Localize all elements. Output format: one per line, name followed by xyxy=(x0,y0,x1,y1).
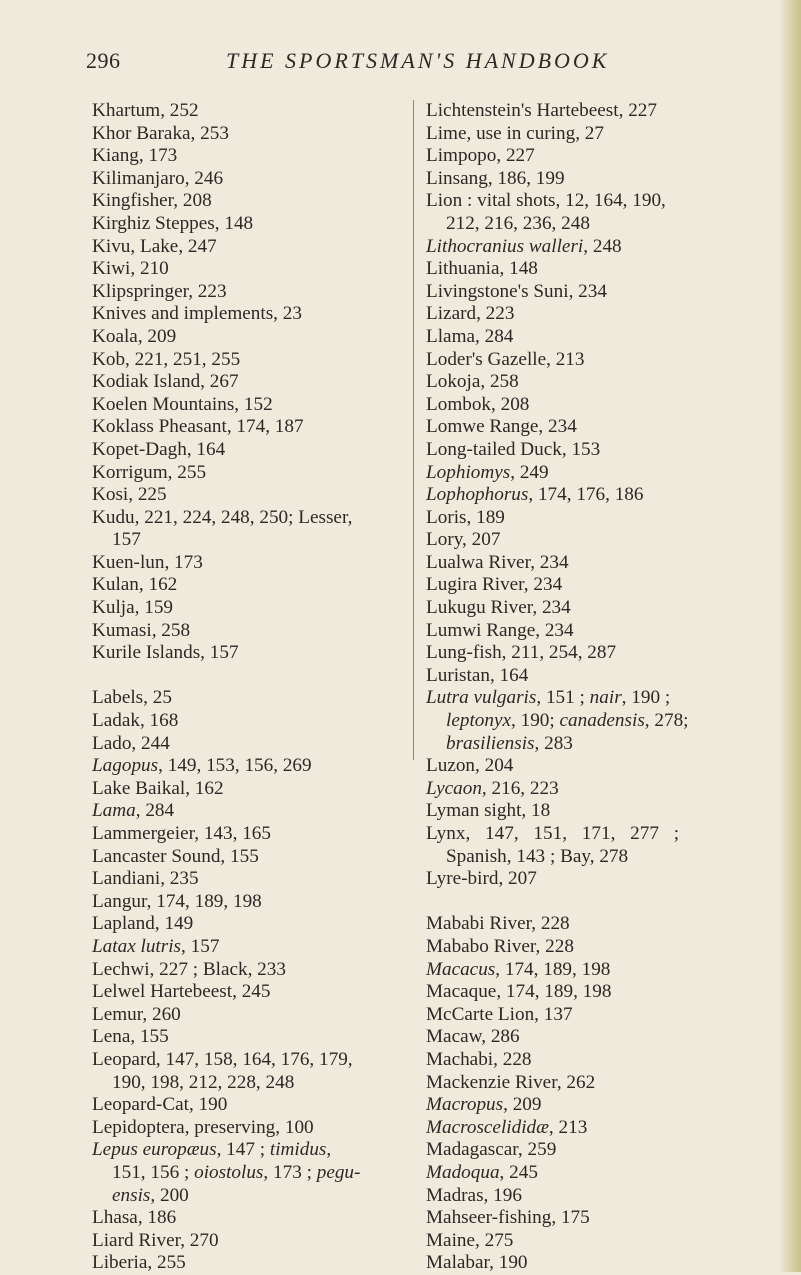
index-entry xyxy=(426,959,748,982)
index-entry: Lokoja, 258 xyxy=(426,371,519,393)
index-entry-italic: Latax lutris xyxy=(92,935,182,957)
index-entry: Ladak, 168 xyxy=(92,710,179,732)
index-entry xyxy=(92,800,392,823)
index-entry: Maine, 275 xyxy=(426,1229,514,1251)
index-entry: Lelwel Hartebeest, 245 xyxy=(92,981,271,1003)
index-entry-pages: , 147 ; xyxy=(216,1139,270,1161)
index-entry: Leopard-Cat, 190 xyxy=(92,1094,228,1116)
page-edge-shadow xyxy=(779,0,801,1272)
index-entry xyxy=(426,1117,748,1140)
index-entry-italic: Lycaon xyxy=(426,777,482,799)
index-entry: Klipspringer, 223 xyxy=(92,280,227,302)
index-entry: Mackenzie River, 262 xyxy=(426,1071,596,1093)
index-entry: Luzon, 204 xyxy=(426,755,514,777)
index-entry: Kurile Islands, 157 xyxy=(92,642,239,664)
index-entry: Madagascar, 259 xyxy=(426,1139,557,1161)
index-entry: Loder's Gazelle, 213 xyxy=(426,348,585,370)
index-entry: Kumasi, 258 xyxy=(92,619,191,641)
index-entry: Lhasa, 186 xyxy=(92,1207,177,1229)
index-entry: Mahseer-fishing, 175 xyxy=(426,1207,590,1229)
index-entry: Lynx, 147, 151, 171, 277 ; xyxy=(426,823,680,844)
index-entry-italic: Madoqua xyxy=(426,1161,500,1183)
index-entry: Kingfisher, 208 xyxy=(92,190,212,212)
index-entry-pages: , 190 ; xyxy=(621,687,671,709)
index-entry: Lyman sight, 18 xyxy=(426,800,551,822)
index-entry: Mababo River, 228 xyxy=(426,935,574,957)
index-entry: Kuen-lun, 173 xyxy=(92,551,203,573)
index-entry: Kirghiz Steppes, 148 xyxy=(92,212,254,234)
index-entry-pages: , 209 xyxy=(503,1094,542,1116)
index-entry: Labels, 25 xyxy=(92,687,172,709)
index-entry: Kob, 221, 251, 255 xyxy=(92,348,241,370)
index-entry xyxy=(426,687,748,710)
index-entry: Limpopo, 227 xyxy=(426,145,535,167)
index-entry-italic: oiostolus xyxy=(194,1161,264,1183)
index-entry-italic: nair xyxy=(589,687,622,709)
index-entry: Lugira River, 234 xyxy=(426,574,563,596)
index-entry-pages: , 248 xyxy=(583,235,622,257)
index-entry: Khartum, 252 xyxy=(92,100,199,121)
index-entry: Kiang, 173 xyxy=(92,145,178,167)
index-entry: Lizard, 223 xyxy=(426,303,515,325)
index-entry-pages: , 190; xyxy=(511,710,560,732)
index-entry: Liard River, 270 xyxy=(92,1229,219,1251)
index-entry: Lichtenstein's Hartebeest, 227 xyxy=(426,100,657,121)
index-column-left xyxy=(92,100,392,1275)
index-entry: Liberia, 255 xyxy=(92,1252,186,1274)
index-entry: Kulja, 159 xyxy=(92,597,174,619)
index-entry xyxy=(92,755,392,778)
index-entry: Luristan, 164 xyxy=(426,664,529,686)
index-entry: Lena, 155 xyxy=(92,1026,169,1048)
index-entry: Koala, 209 xyxy=(92,325,177,347)
index-entry-pages: 151, 156 ; xyxy=(112,1161,195,1183)
index-entry-pages: , 216, 223 xyxy=(481,777,559,799)
section-gap xyxy=(92,665,392,688)
index-entry: Linsang, 186, 199 xyxy=(426,167,565,189)
section-gap xyxy=(426,891,748,914)
index-entry: Malabar, 190 xyxy=(426,1252,528,1274)
index-entry-italic: pegu- xyxy=(316,1161,361,1183)
index-entry: Lime, use in curing, 27 xyxy=(426,122,604,144)
index-entry-pages: , 245 xyxy=(499,1161,538,1183)
index-entry-italic: leptonyx xyxy=(446,710,511,732)
index-entry-italic: Macacus xyxy=(426,958,496,980)
index-entry-italic: Lama xyxy=(92,800,136,822)
index-entry: Koklass Pheasant, 174, 187 xyxy=(92,416,304,438)
index-entry-pages: , 200 xyxy=(150,1184,189,1206)
index-entry: Lung-fish, 211, 254, 287 xyxy=(426,642,617,664)
index-entry: Mababi River, 228 xyxy=(426,913,570,935)
index-entry-italic: Lagopus xyxy=(92,755,159,777)
index-entry: Lancaster Sound, 155 xyxy=(92,845,259,867)
index-entry-italic: canadensis xyxy=(559,710,645,732)
index-entry-continuation xyxy=(92,1162,392,1185)
index-entry: Madras, 196 xyxy=(426,1184,522,1206)
index-entry-italic: Lithocranius walleri xyxy=(426,235,584,257)
index-entry: Lammergeier, 143, 165 xyxy=(92,823,271,844)
index-entry: Koelen Mountains, 152 xyxy=(92,393,273,415)
index-entry-pages: , 249 xyxy=(510,461,549,483)
index-entry: Lechwi, 227 ; Black, 233 xyxy=(92,958,286,980)
index-entry-pages: , xyxy=(326,1139,332,1161)
index-entry-pages: , 173 ; xyxy=(263,1161,317,1183)
index-entry-continuation: 212, 216, 236, 248 xyxy=(446,212,590,234)
index-entry-italic: Lepus europæus xyxy=(92,1139,217,1161)
index-entry-italic: Lophophorus xyxy=(426,484,529,506)
index-entry: Leopard, 147, 158, 164, 176, 179, xyxy=(92,1048,353,1070)
index-entry-continuation: Spanish, 143 ; Bay, 278 xyxy=(446,845,629,867)
index-entry: McCarte Lion, 137 xyxy=(426,1003,573,1025)
page-number: 296 xyxy=(86,48,121,73)
index-entry: Lyre-bird, 207 xyxy=(426,868,537,890)
index-entry: Lado, 244 xyxy=(92,732,170,754)
index-entry xyxy=(426,484,748,507)
index-entry: Khor Baraka, 253 xyxy=(92,122,229,144)
index-entry: Machabi, 228 xyxy=(426,1048,532,1070)
index-entry: Lukugu River, 234 xyxy=(426,597,571,619)
index-entry: Lake Baikal, 162 xyxy=(92,777,224,799)
index-entry xyxy=(426,462,748,485)
index-entry-pages: , 151 ; xyxy=(536,687,590,709)
index-entry-italic: Macropus xyxy=(426,1094,504,1116)
index-entry: Kiwi, 210 xyxy=(92,258,169,280)
index-entry: Lombok, 208 xyxy=(426,393,530,415)
index-entry xyxy=(426,1094,748,1117)
index-entry: Kilimanjaro, 246 xyxy=(92,167,224,189)
index-entry: Lomwe Range, 234 xyxy=(426,416,577,438)
index-entry-pages: , 278; xyxy=(644,710,689,732)
index-entry: Kosi, 225 xyxy=(92,484,167,506)
index-entry: Langur, 174, 189, 198 xyxy=(92,890,262,912)
index-entry-pages: , 149, 153, 156, 269 xyxy=(158,755,312,777)
index-entry: Macaque, 174, 189, 198 xyxy=(426,981,612,1003)
index-entry xyxy=(92,1139,392,1162)
index-entry: Long-tailed Duck, 153 xyxy=(426,438,601,460)
index-entry: Korrigum, 255 xyxy=(92,461,207,483)
index-entry-italic: Lophiomys xyxy=(426,461,511,483)
running-title: THE SPORTSMAN'S HANDBOOK xyxy=(226,48,610,73)
index-entry: Kulan, 162 xyxy=(92,574,178,596)
index-entry: Lapland, 149 xyxy=(92,913,194,935)
index-entry-pages: , 284 xyxy=(135,800,175,822)
index-entry-italic: brasiliensis xyxy=(446,732,535,754)
index-entry: Kivu, Lake, 247 xyxy=(92,235,217,257)
index-entry xyxy=(426,778,748,801)
index-entry-pages: , 174, 189, 198 xyxy=(495,958,611,980)
page-header xyxy=(86,48,756,78)
index-entry-pages: , 213 xyxy=(548,1116,588,1138)
index-entry: Lemur, 260 xyxy=(92,1003,181,1025)
index-entry: Landiani, 235 xyxy=(92,868,199,890)
index-entry xyxy=(92,936,392,959)
index-entry-italic: timidus xyxy=(269,1139,327,1161)
index-entry: Llama, 284 xyxy=(426,325,514,347)
index-entry-italic: Lutra vulgaris xyxy=(426,687,537,709)
column-divider xyxy=(413,100,414,760)
index-entry: Lualwa River, 234 xyxy=(426,551,569,573)
index-entry-pages: , 283 xyxy=(534,732,573,754)
index-entry: Lepidoptera, preserving, 100 xyxy=(92,1116,314,1138)
index-entry xyxy=(426,236,748,259)
index-column-right xyxy=(426,100,748,1275)
index-entry-continuation xyxy=(426,733,748,756)
index-entry: Livingstone's Suni, 234 xyxy=(426,280,607,302)
index-entry: Kopet-Dagh, 164 xyxy=(92,438,226,460)
index-entry-continuation xyxy=(92,1185,392,1208)
index-entry: Lion : vital shots, 12, 164, 190, xyxy=(426,190,666,212)
index-entry: Macaw, 286 xyxy=(426,1026,520,1048)
index-entry: Kudu, 221, 224, 248, 250; Lesser, xyxy=(92,506,353,528)
index-entry-continuation: 190, 198, 212, 228, 248 xyxy=(112,1071,295,1093)
index-entry: Lithuania, 148 xyxy=(426,258,538,280)
index-entry-continuation xyxy=(426,710,748,733)
index-entry: Lory, 207 xyxy=(426,529,501,551)
index-entry xyxy=(426,1162,748,1185)
index-entry: Loris, 189 xyxy=(426,506,505,528)
index-entry: Lumwi Range, 234 xyxy=(426,619,574,641)
index-entry: Knives and implements, 23 xyxy=(92,303,302,325)
index-entry-pages: , 157 xyxy=(181,935,220,957)
index-entry: Kodiak Island, 267 xyxy=(92,371,239,393)
index-entry-pages: , 174, 176, 186 xyxy=(528,484,644,506)
index-entry-italic: Macroscelididæ xyxy=(426,1116,549,1138)
index-entry-continuation: 157 xyxy=(112,529,141,551)
index-entry-italic: ensis xyxy=(112,1184,151,1206)
